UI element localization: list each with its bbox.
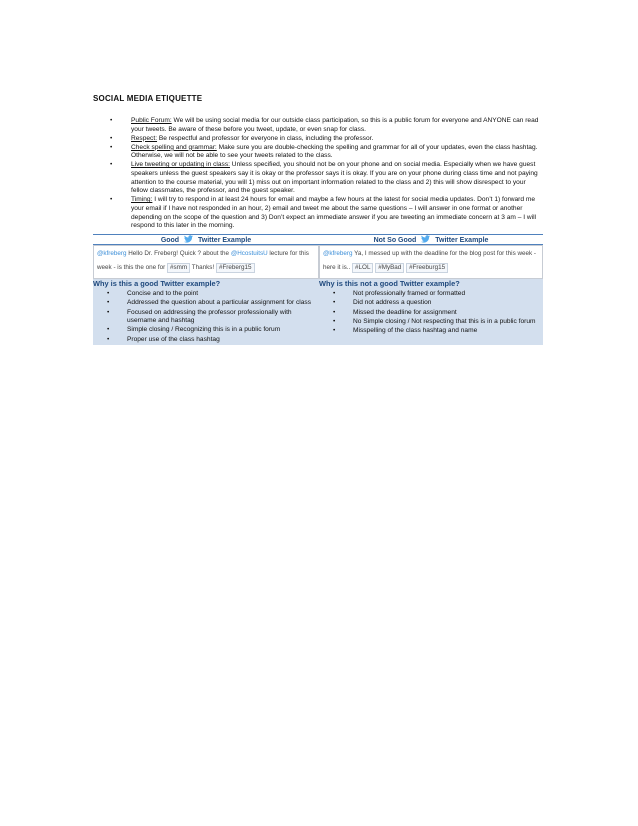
twitter-bird-icon — [184, 235, 193, 243]
hashtag: #Freeburg15 — [406, 263, 448, 273]
good-tweet-screenshot: @kfreberg Hello Dr. Freberg! Quick ? about the @HcostuitsU lecture for this week - is this the one for #smm Thanks! #Freberg15 — [93, 245, 319, 279]
rule-label: Timing: — [131, 196, 153, 204]
list-item: • No Simple closing / Not respecting that this is in a public forum — [333, 317, 536, 325]
bad-reasons-cell — [319, 279, 543, 346]
bad-tweet-screenshot: @kfreberg Ya, I messed up with the deadline for the blog post for this week - here it is.. #LOL #MyBad #Freeburg15 — [319, 245, 543, 279]
list-item: • Focused on addressing the professor professionally with username and hashtag — [107, 308, 292, 325]
hashtag: #LOL — [352, 263, 373, 273]
rule-text: Make sure you are double-checking the spelling and grammar for all of your updates, even the class hashtag. Otherwise, we will not be able to see your tweets related to the class. — [131, 143, 538, 160]
bad-reasons-title: Why is this not a good Twitter example? — [319, 278, 460, 288]
document-page — [93, 94, 543, 345]
hashtag: #smm — [167, 263, 190, 273]
hashtag: #Freberg15 — [216, 263, 255, 273]
good-example-header: Good Twitter Example — [93, 234, 319, 244]
good-reasons-title: Why is this a good Twitter example? — [93, 278, 221, 288]
bad-example-header: Not So Good Twitter Example — [319, 234, 543, 244]
tweet-mention: @HcostuitsU — [230, 249, 268, 257]
twitter-examples-table — [93, 234, 543, 346]
rule-item: • Public Forum: We will be using social media for our outside class participation, so this is a public forum for everyone and ANYONE can read your tweets. Be aware of these before you tweet, update, or even snap for class. — [110, 117, 539, 133]
bad-tweet-cell — [319, 244, 543, 279]
bad-reasons-list — [319, 290, 543, 336]
list-item: • Simple closing / Recognizing this is in a public forum — [107, 326, 281, 334]
rule-item: • Live tweeting or updating in class: Unless specified, you should not be on your phone and on social media. Especially when we have guest speakers unless the guest speakers say it is okay or the professor says it is okay. If you are on your phone during class time and not paying attention to the course material, you will 1) miss out on important information related to the class and 2) this will show disrespect to your fellow classmates, the professor, and the guest speaker. — [110, 161, 538, 195]
page-title: SOCIAL MEDIA ETIQUETTE — [93, 94, 203, 103]
tweet-handle: @kfreberg — [323, 249, 353, 257]
rule-label: Public Forum: — [131, 117, 172, 124]
list-item: • Did not address a question — [333, 299, 432, 307]
list-item: • Addressed the question about a particular assignment for class — [107, 299, 311, 307]
twitter-bird-icon — [421, 235, 430, 243]
rule-item: • Check spelling and grammar: Make sure you are double-checking the spelling and grammar for all of your updates, even the class hashtag. Otherwise, we will not be able to see your tweets related to the class. — [110, 143, 538, 160]
good-reasons-list — [93, 290, 319, 345]
rule-text: Unless specified, you should not be on your phone and on social media. Especially when we have guest speakers unless the guest speakers say it is okay or the professor says it is okay. If you are on your phone during class time and not paying attention to the course material, you will 1) miss out on important information related to the class and 2) this will show disrespect to your fellow classmates, the professor, and the guest speaker. — [131, 161, 538, 195]
list-item: • Concise and to the point — [107, 289, 199, 297]
rule-label: Respect: — [131, 134, 158, 142]
rule-item: • Timing: I will try to respond in at least 24 hours for email and maybe a few hours at the latest for social media updates. Don’t 1) forward me your email if I have not responded in an hour, 2) email and tweet me about the same questions – I will answer in one format or another depending on the scope of the question and 3) Don’t expect an immediate answer if you are tweeting an immediate concern at 3 am – I will respond to this later in the morning. — [110, 196, 537, 230]
good-reasons-cell — [93, 279, 319, 346]
tweet-handle: @kfreberg — [97, 249, 127, 257]
rule-text: I will try to respond in at least 24 hours for email and maybe a few hours at the latest for social media updates. Don’t 1) forward me your email if I have not responded in an hour, 2) email and tweet me about the same questions – I will answer in one format or another depending on the scope of the question and 3) Don’t expect an immediate answer if you are tweeting an immediate concern at 3 am – I will respond to this later in the morning. — [131, 196, 537, 230]
list-item: • Proper use of the class hashtag — [107, 335, 220, 343]
rule-item: • Respect: Be respectful and professor for everyone in class, including the professor. — [110, 134, 374, 142]
list-item: • Missed the deadline for assignment — [333, 308, 457, 316]
rule-text: We will be using social media for our outside class participation, so this is a public forum for everyone and ANYONE can read your tweets. Be aware of these before you tweet, update, or even snap for class. — [131, 117, 539, 133]
rule-label: Live tweeting or updating in class: — [131, 161, 230, 169]
etiquette-rules-list — [93, 117, 543, 231]
rule-label: Check spelling and grammar: — [131, 143, 217, 151]
rule-text: Be respectful and professor for everyone in class, including the professor. — [157, 134, 374, 142]
list-item: • Misspelling of the class hashtag and name — [333, 327, 478, 335]
good-tweet-cell — [93, 244, 319, 279]
list-item: • Not professionally framed or formatted — [333, 289, 466, 297]
hashtag: #MyBad — [375, 263, 404, 273]
